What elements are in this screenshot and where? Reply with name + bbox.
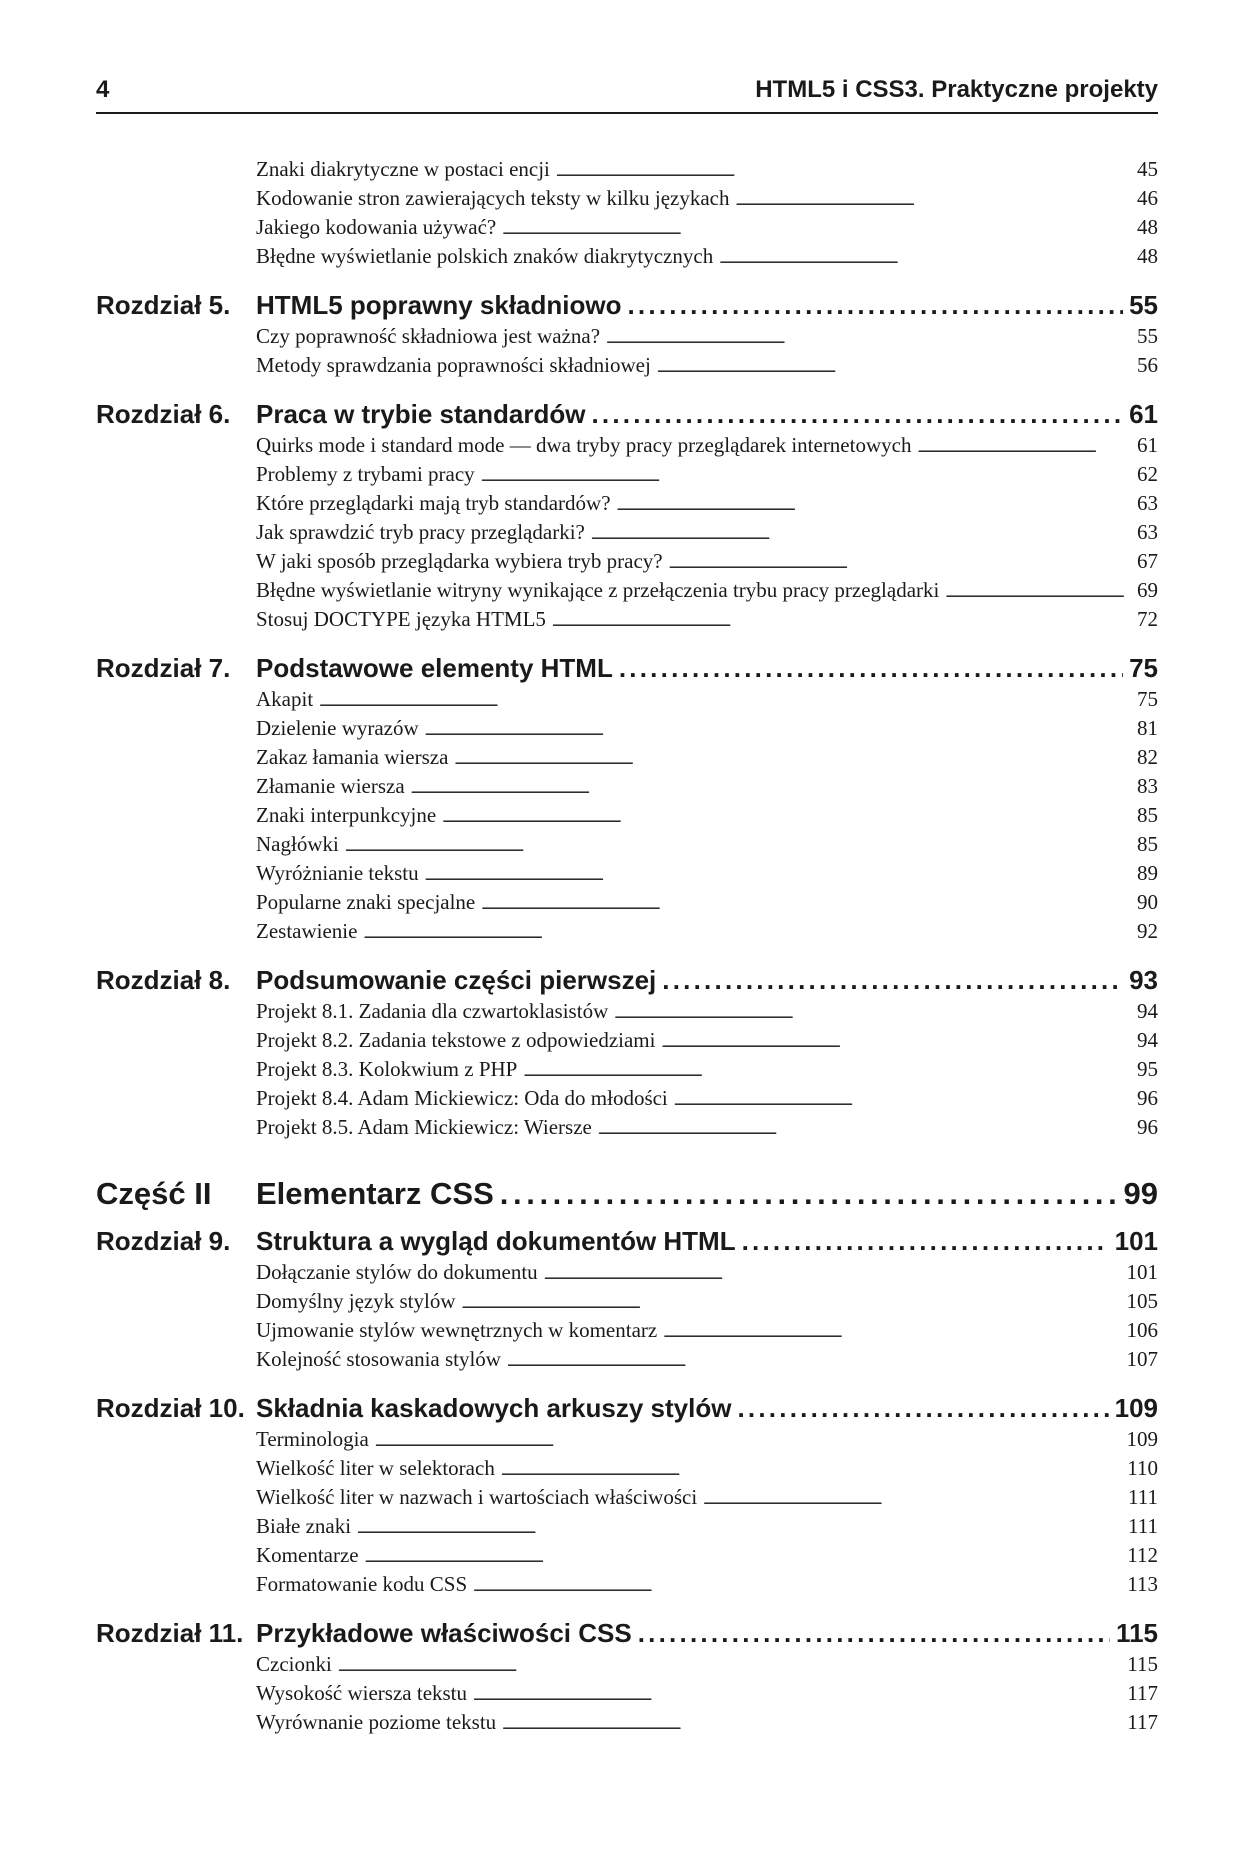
- dot-leader: [523, 1055, 1131, 1087]
- dot-leader: [357, 1512, 1122, 1544]
- dot-leader: [365, 1541, 1122, 1573]
- dot-leader: [544, 1258, 1121, 1290]
- toc-entry-title: Domyślny język stylów: [256, 1289, 456, 1313]
- toc-entry-page: 85: [1137, 803, 1158, 827]
- toc-chapter-9[interactable]: [96, 1225, 1158, 1258]
- toc-entry[interactable]: [96, 1483, 1158, 1512]
- toc-entry-page: 101: [1126, 1260, 1158, 1284]
- toc-entry-page: 111: [1128, 1485, 1158, 1509]
- chapter-title: Podstawowe elementy HTML: [256, 653, 613, 683]
- dot-leader: [742, 1225, 1109, 1258]
- toc-entry-title: Metody sprawdzania poprawności składniowej: [256, 353, 651, 377]
- toc-entry-page: 109: [1126, 1427, 1158, 1451]
- part-title: Elementarz CSS: [256, 1176, 494, 1211]
- toc-entry-page: 111: [1128, 1514, 1158, 1538]
- toc-chapter-5[interactable]: [96, 289, 1158, 322]
- toc-entry[interactable]: [96, 1570, 1158, 1599]
- dot-leader: [661, 1026, 1131, 1058]
- toc-entry[interactable]: [96, 714, 1158, 743]
- dot-leader: [462, 1287, 1121, 1319]
- toc-entry[interactable]: [96, 1454, 1158, 1483]
- chapter-page: 93: [1129, 965, 1158, 995]
- toc-entry[interactable]: [96, 155, 1158, 184]
- toc-entry-title: Projekt 8.1. Zadania dla czwartoklasistów: [256, 999, 609, 1023]
- running-head: [96, 72, 1158, 114]
- toc-entry-title: Wielkość liter w selektorach: [256, 1456, 495, 1480]
- toc-entry[interactable]: [96, 213, 1158, 242]
- toc-entry-title: Zakaz łamania wiersza: [256, 745, 449, 769]
- chapter-page: 55: [1129, 290, 1158, 320]
- toc-entry[interactable]: [96, 322, 1158, 351]
- dot-leader: [606, 322, 1131, 354]
- dot-leader: [598, 1113, 1131, 1145]
- toc-chapter-6[interactable]: [96, 398, 1158, 431]
- dot-leader: [454, 743, 1131, 775]
- toc-entry[interactable]: [96, 242, 1158, 271]
- dot-leader: [617, 489, 1131, 521]
- toc-entry-title: Błędne wyświetlanie polskich znaków diakrytycznych: [256, 244, 714, 268]
- dot-leader: [657, 351, 1131, 383]
- toc-entry-page: 75: [1137, 687, 1158, 711]
- toc-entry[interactable]: [96, 830, 1158, 859]
- dot-leader: [473, 1570, 1121, 1602]
- dot-leader: [375, 1425, 1121, 1457]
- toc-entry[interactable]: [96, 1708, 1158, 1737]
- toc-entry-title: Projekt 8.3. Kolokwium z PHP: [256, 1057, 518, 1081]
- toc-entry-page: 48: [1137, 215, 1158, 239]
- toc-entry[interactable]: [96, 351, 1158, 380]
- toc-entry-title: Wielkość liter w nazwach i wartościach właściwości: [256, 1485, 698, 1509]
- toc-chapter-7[interactable]: [96, 652, 1158, 685]
- toc-entry-title: Czy poprawność składniowa jest ważna?: [256, 324, 601, 348]
- toc-entry[interactable]: [96, 431, 1158, 460]
- toc-part-2[interactable]: [96, 1172, 1158, 1216]
- dot-leader: [425, 859, 1131, 891]
- toc-entry[interactable]: [96, 489, 1158, 518]
- toc-entry-title: Projekt 8.4. Adam Mickiewicz: Oda do młodości: [256, 1086, 668, 1110]
- toc-entry[interactable]: [96, 1650, 1158, 1679]
- toc-entry-page: 106: [1126, 1318, 1158, 1342]
- dot-leader: [662, 964, 1123, 997]
- toc-entry-page: 63: [1137, 520, 1158, 544]
- chapter-label: Rozdział 7.: [96, 653, 231, 683]
- dot-leader: [736, 184, 1132, 216]
- toc-chapter-11[interactable]: [96, 1617, 1158, 1650]
- toc-entry-title: Stosuj DOCTYPE języka HTML5: [256, 607, 546, 631]
- chapter-page: 109: [1114, 1393, 1158, 1423]
- dot-leader: [411, 772, 1131, 804]
- toc-entry-title: Zestawienie: [256, 919, 358, 943]
- toc-entry-title: Kodowanie stron zawierających teksty w kilku językach: [256, 186, 730, 210]
- dot-leader: [319, 685, 1131, 717]
- toc-entry-page: 117: [1127, 1710, 1158, 1734]
- toc-entry-title: Znaki diakrytyczne w postaci encji: [256, 157, 550, 181]
- dot-leader: [507, 1345, 1121, 1377]
- toc-entry-title: Wyróżnianie tekstu: [256, 861, 419, 885]
- toc-entry[interactable]: [96, 460, 1158, 489]
- toc-entry-title: Jak sprawdzić tryb pracy przeglądarki?: [256, 520, 585, 544]
- toc-entry-title: Nagłówki: [256, 832, 339, 856]
- toc-entry-page: 117: [1127, 1681, 1158, 1705]
- dot-leader: [500, 1172, 1118, 1216]
- toc-entry-title: Błędne wyświetlanie witryny wynikające z przełączenia trybu pracy przeglądarki: [256, 578, 940, 602]
- toc-entry-page: 96: [1137, 1115, 1158, 1139]
- dot-leader: [473, 1679, 1121, 1711]
- toc-entry-page: 81: [1137, 716, 1158, 740]
- toc-entry[interactable]: [96, 888, 1158, 917]
- table-of-contents: [96, 155, 1158, 1737]
- toc-chapter-10[interactable]: [96, 1392, 1158, 1425]
- toc-entry-page: 83: [1137, 774, 1158, 798]
- toc-entry[interactable]: [96, 1084, 1158, 1113]
- toc-entry-page: 72: [1137, 607, 1158, 631]
- toc-entry-page: 48: [1137, 244, 1158, 268]
- toc-entry-page: 63: [1137, 491, 1158, 515]
- page-number: 4: [96, 76, 110, 103]
- toc-entry-title: Ujmowanie stylów wewnętrznych w komentarz: [256, 1318, 658, 1342]
- toc-entry-page: 92: [1137, 919, 1158, 943]
- toc-entry-page: 90: [1137, 890, 1158, 914]
- toc-entry-page: 62: [1137, 462, 1158, 486]
- chapter-title: Składnia kaskadowych arkuszy stylów: [256, 1393, 732, 1423]
- toc-entry-page: 45: [1137, 157, 1158, 181]
- toc-entry-page: 61: [1137, 433, 1158, 457]
- toc-entry[interactable]: [96, 801, 1158, 830]
- dot-leader: [917, 431, 1131, 463]
- dot-leader: [501, 1454, 1121, 1486]
- toc-entry[interactable]: [96, 1316, 1158, 1345]
- toc-entry-title: Formatowanie kodu CSS: [256, 1572, 468, 1596]
- chapter-title: Struktura a wygląd dokumentów HTML: [256, 1226, 736, 1256]
- chapter-label: Rozdział 5.: [96, 290, 231, 320]
- dot-leader: [627, 289, 1123, 322]
- dot-leader: [737, 1392, 1108, 1425]
- chapter-label: Rozdział 10.: [96, 1393, 245, 1423]
- toc-entry[interactable]: [96, 743, 1158, 772]
- toc-entry[interactable]: [96, 1258, 1158, 1287]
- chapter-page: 61: [1129, 399, 1158, 429]
- toc-entry[interactable]: [96, 1026, 1158, 1055]
- chapter-label: Rozdział 11.: [96, 1618, 244, 1648]
- dot-leader: [363, 917, 1131, 949]
- part-label: Część II: [96, 1176, 212, 1211]
- toc-entry[interactable]: [96, 859, 1158, 888]
- toc-entry-page: 55: [1137, 324, 1158, 348]
- toc-entry[interactable]: [96, 1055, 1158, 1084]
- chapter-page: 115: [1116, 1618, 1158, 1648]
- dot-leader: [481, 460, 1131, 492]
- toc-entry-page: 95: [1137, 1057, 1158, 1081]
- dot-leader: [425, 714, 1131, 746]
- dot-leader: [945, 576, 1131, 608]
- toc-entry[interactable]: [96, 1345, 1158, 1374]
- toc-entry[interactable]: [96, 184, 1158, 213]
- toc-entry[interactable]: [96, 1113, 1158, 1142]
- dot-leader: [502, 213, 1131, 245]
- toc-entry-title: Dzielenie wyrazów: [256, 716, 419, 740]
- toc-entry[interactable]: [96, 576, 1158, 605]
- chapter-title: Przykładowe właściwości CSS: [256, 1618, 632, 1648]
- toc-entry[interactable]: [96, 1287, 1158, 1316]
- dot-leader: [674, 1084, 1131, 1116]
- toc-entry-page: 85: [1137, 832, 1158, 856]
- toc-entry-title: Projekt 8.2. Zadania tekstowe z odpowiedziami: [256, 1028, 656, 1052]
- dot-leader: [638, 1617, 1110, 1650]
- toc-entry-page: 46: [1137, 186, 1158, 210]
- chapter-title: HTML5 poprawny składniowo: [256, 290, 622, 320]
- chapter-label: Rozdział 6.: [96, 399, 231, 429]
- toc-entry[interactable]: [96, 518, 1158, 547]
- toc-entry-title: Białe znaki: [256, 1514, 352, 1538]
- toc-entry[interactable]: [96, 772, 1158, 801]
- toc-entry[interactable]: [96, 917, 1158, 946]
- toc-entry-title: Znaki interpunkcyjne: [256, 803, 437, 827]
- toc-entry-title: Które przeglądarki mają tryb standardów?: [256, 491, 611, 515]
- chapter-label: Rozdział 9.: [96, 1226, 231, 1256]
- toc-entry-title: W jaki sposób przeglądarka wybiera tryb pracy?: [256, 549, 663, 573]
- toc-entry-page: 96: [1137, 1086, 1158, 1110]
- toc-entry-title: Złamanie wiersza: [256, 774, 405, 798]
- dot-leader: [442, 801, 1131, 833]
- toc-entry-title: Terminologia: [256, 1427, 369, 1451]
- toc-entry-page: 67: [1137, 549, 1158, 573]
- chapter-page: 101: [1114, 1226, 1158, 1256]
- toc-entry-title: Czcionki: [256, 1652, 332, 1676]
- toc-entry[interactable]: [96, 1512, 1158, 1541]
- toc-entry-title: Kolejność stosowania stylów: [256, 1347, 501, 1371]
- dot-leader: [614, 997, 1131, 1029]
- dot-leader: [591, 518, 1131, 550]
- toc-entry[interactable]: [96, 547, 1158, 576]
- toc-entry-page: 56: [1137, 353, 1158, 377]
- toc-entry-page: 82: [1137, 745, 1158, 769]
- toc-chapter-8[interactable]: [96, 964, 1158, 997]
- chapter-title: Podsumowanie części pierwszej: [256, 965, 657, 995]
- chapter-page: 75: [1129, 653, 1158, 683]
- part-page: 99: [1123, 1176, 1158, 1211]
- toc-entry[interactable]: [96, 1425, 1158, 1454]
- dot-leader: [556, 155, 1131, 187]
- chapter-label: Rozdział 8.: [96, 965, 231, 995]
- toc-entry-page: 113: [1127, 1572, 1158, 1596]
- toc-entry-page: 69: [1137, 578, 1158, 602]
- dot-leader: [703, 1483, 1122, 1515]
- toc-entry[interactable]: [96, 1541, 1158, 1570]
- dot-leader: [345, 830, 1131, 862]
- toc-entry-title: Akapit: [256, 687, 314, 711]
- toc-entry-page: 105: [1126, 1289, 1158, 1313]
- toc-entry-title: Wyrównanie poziome tekstu: [256, 1710, 497, 1734]
- dot-leader: [719, 242, 1131, 274]
- dot-leader: [669, 547, 1131, 579]
- toc-entry[interactable]: [96, 605, 1158, 634]
- dot-leader: [663, 1316, 1120, 1348]
- toc-entry-title: Quirks mode i standard mode — dwa tryby pracy przeglądarek internetowych: [256, 433, 912, 457]
- toc-entry-title: Komentarze: [256, 1543, 359, 1567]
- toc-entry-title: Problemy z trybami pracy: [256, 462, 475, 486]
- toc-entry-page: 112: [1127, 1543, 1158, 1567]
- toc-entry-title: Dołączanie stylów do dokumentu: [256, 1260, 538, 1284]
- toc-entry[interactable]: [96, 1679, 1158, 1708]
- toc-entry-title: Wysokość wiersza tekstu: [256, 1681, 468, 1705]
- toc-entry[interactable]: [96, 685, 1158, 714]
- dot-leader: [591, 398, 1123, 431]
- dot-leader: [338, 1650, 1121, 1682]
- toc-entry-title: Popularne znaki specjalne: [256, 890, 476, 914]
- toc-entry-page: 94: [1137, 999, 1158, 1023]
- toc-entry-page: 110: [1127, 1456, 1158, 1480]
- toc-entry-page: 89: [1137, 861, 1158, 885]
- dot-leader: [481, 888, 1131, 920]
- toc-entry-page: 107: [1126, 1347, 1158, 1371]
- toc-entry[interactable]: [96, 997, 1158, 1026]
- toc-entry-title: Projekt 8.5. Adam Mickiewicz: Wiersze: [256, 1115, 592, 1139]
- toc-entry-page: 115: [1127, 1652, 1158, 1676]
- dot-leader: [552, 605, 1131, 637]
- book-title: HTML5 i CSS3. Praktyczne projekty: [755, 76, 1158, 103]
- chapter-title: Praca w trybie standardów: [256, 399, 586, 429]
- book-page: [96, 0, 1158, 1850]
- dot-leader: [502, 1708, 1121, 1740]
- toc-entry-page: 94: [1137, 1028, 1158, 1052]
- dot-leader: [619, 652, 1123, 685]
- toc-entry-title: Jakiego kodowania używać?: [256, 215, 497, 239]
